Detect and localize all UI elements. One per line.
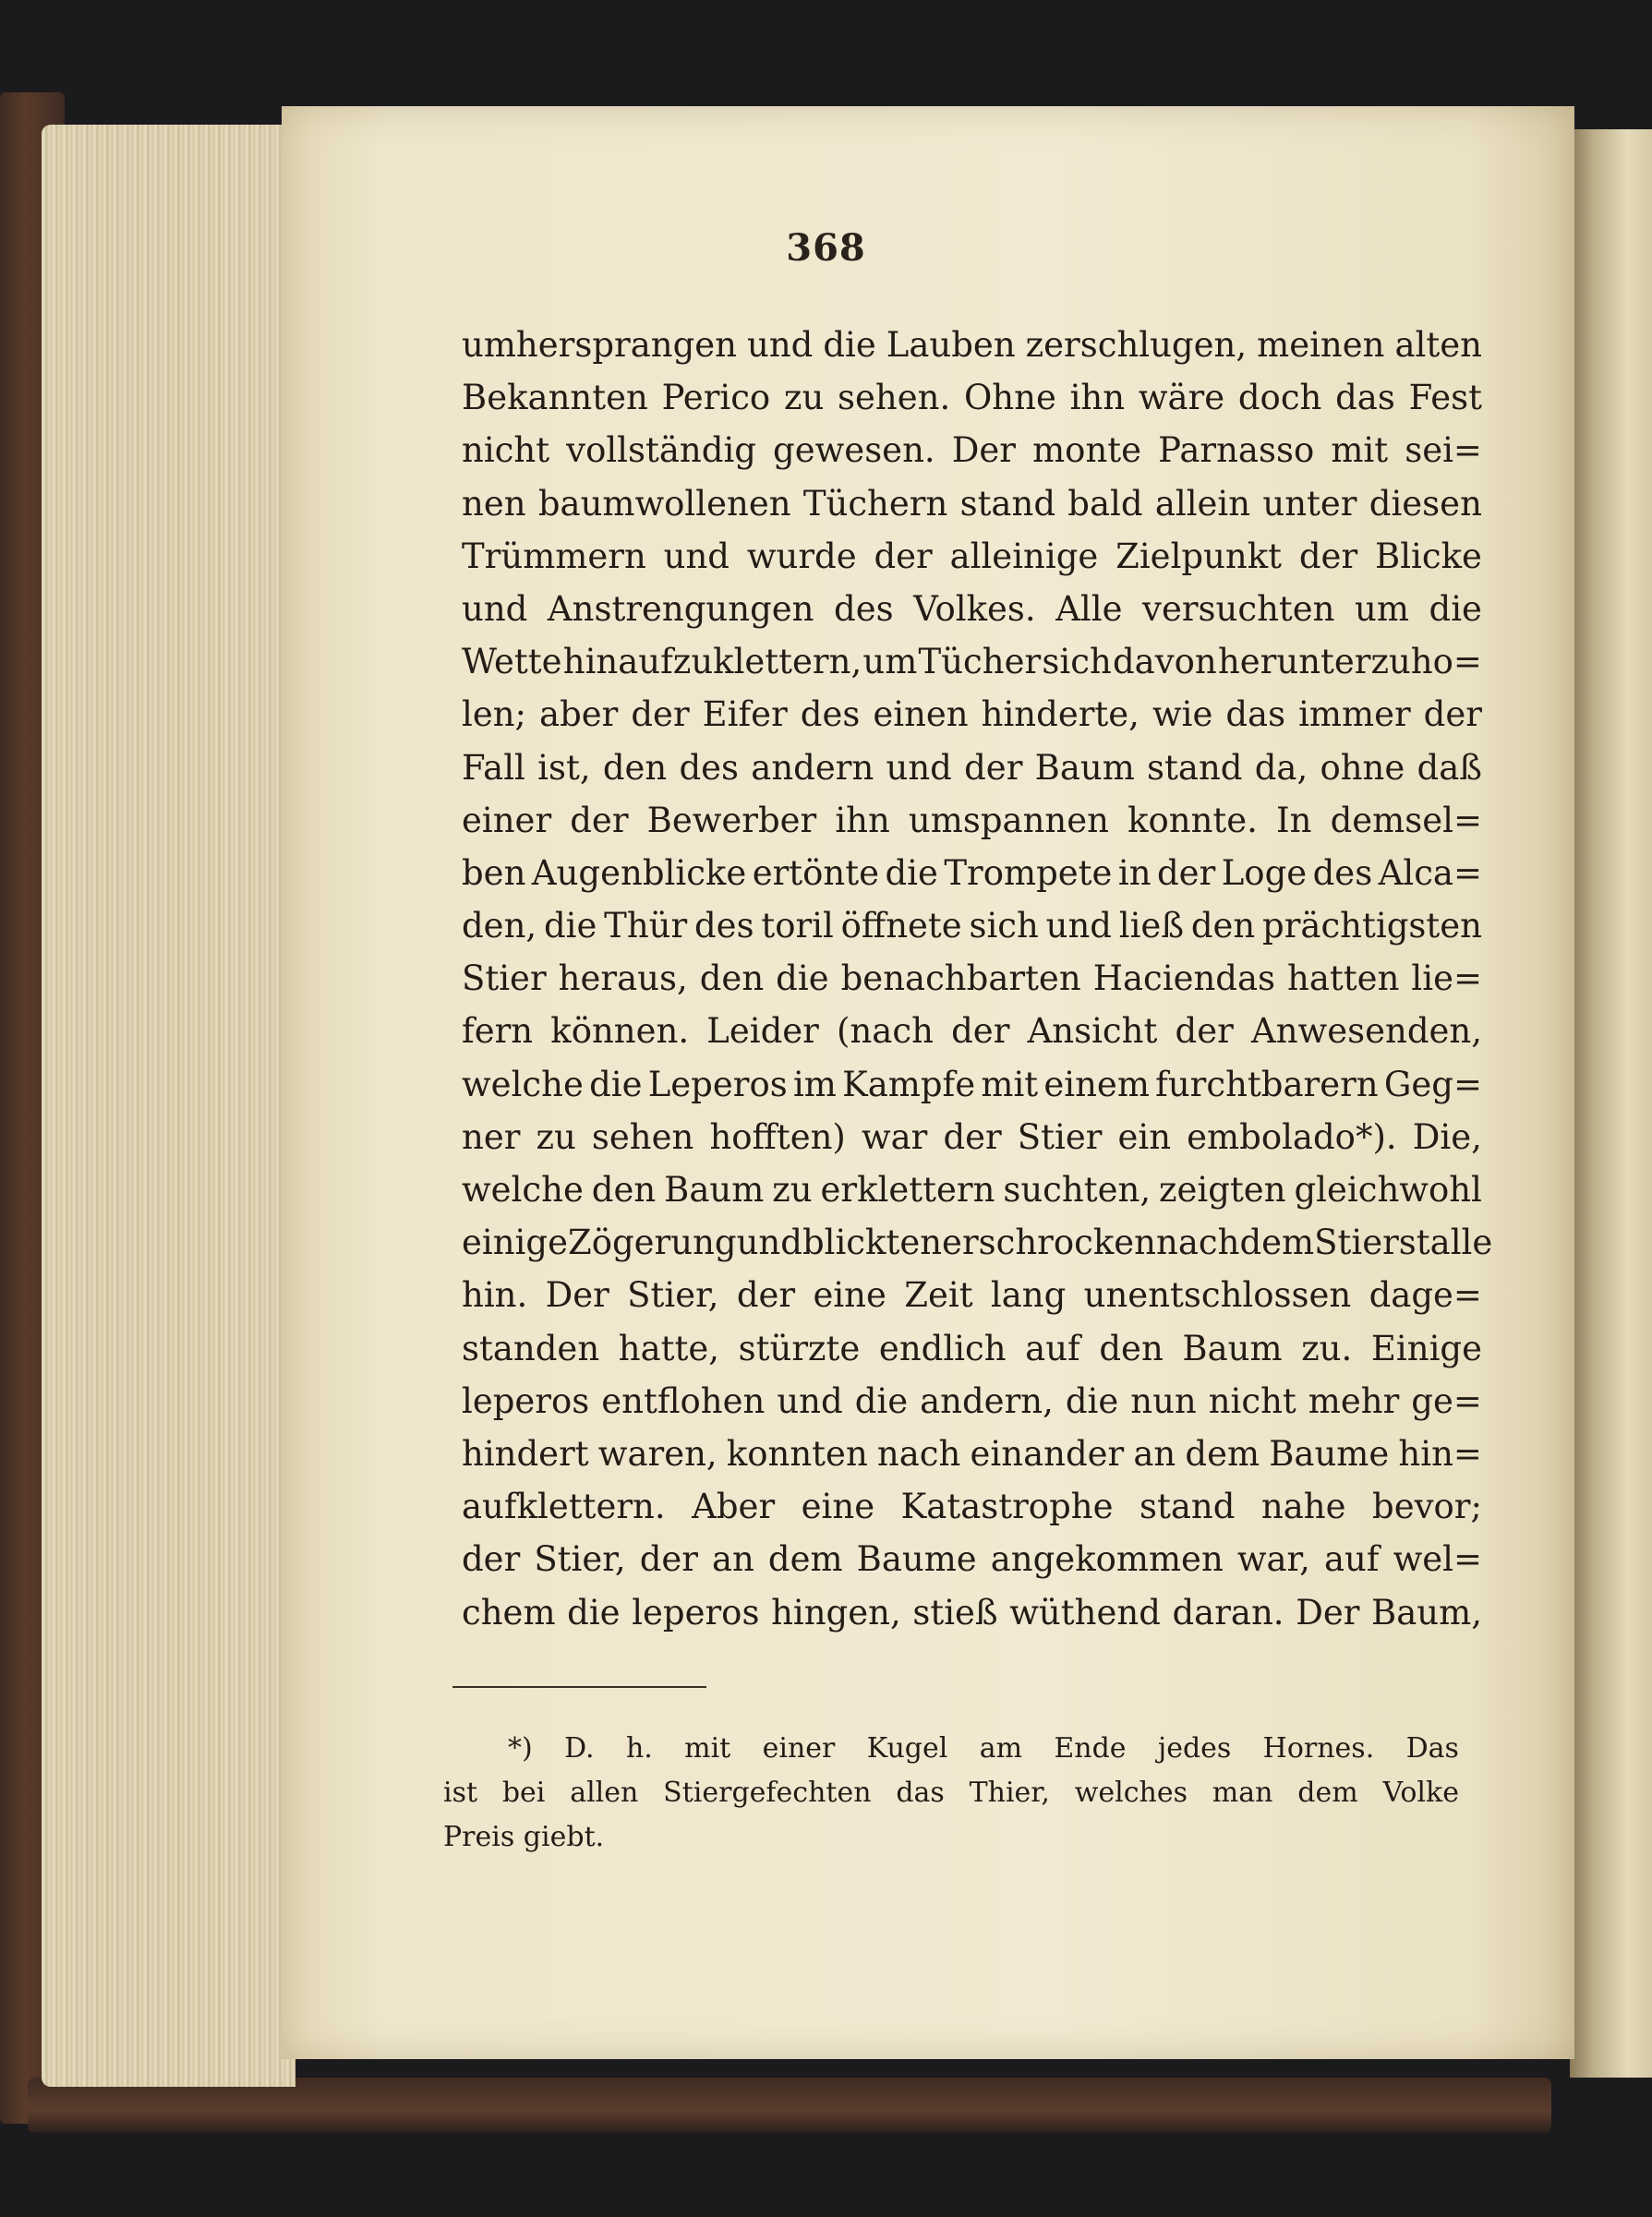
text-line: hindert waren, konnten nach einander an dem Baume hin=	[462, 1433, 1482, 1474]
facing-page-edge	[1570, 129, 1652, 2078]
text-line: leperos entflohen und die andern, die nun nicht mehr ge=	[462, 1380, 1482, 1421]
text-line: einer der Bewerber ihn umspannen konnte. In demsel=	[462, 800, 1482, 840]
text-line: chem die leperos hingen, stieß wüthend daran. Der Baum,	[462, 1592, 1482, 1633]
footnote-rule	[452, 1686, 706, 1688]
text-line: einige Zögerung und blickten erschrocken nach dem Stierstalle	[462, 1223, 1493, 1263]
text-line: nicht vollständig gewesen. Der monte Parnasso mit sei=	[462, 430, 1482, 471]
text-line: den, die Thür des toril öffnete sich und ließ den prächtigsten	[462, 906, 1482, 946]
text-line: ner zu sehen hofften) war der Stier ein embolado*). Die,	[462, 1116, 1482, 1157]
text-line: fern können. Leider (nach der Ansicht der Anwesenden,	[462, 1011, 1482, 1052]
footnote	[443, 1727, 1459, 1860]
footnote-line: ist bei allen Stiergefechten das Thier, welches man dem Volke	[443, 1777, 1459, 1809]
text-line: Bekannten Perico zu sehen. Ohne ihn wäre doch das Fest	[462, 378, 1482, 418]
text-line: ben Augenblicke ertönte die Trompete in der Loge des Alca=	[462, 852, 1482, 893]
text-line: nen baumwollenen Tüchern stand bald allein unter diesen	[462, 483, 1482, 524]
page-stack-edges	[42, 125, 295, 2087]
text-line: der Stier, der an dem Baume angekommen war, auf wel=	[462, 1539, 1482, 1580]
footnote-line: Preis giebt.	[443, 1821, 605, 1853]
text-line: Wette hinaufzuklettern, um Tücher sich davon herunterzuho=	[462, 642, 1482, 682]
main-text	[462, 319, 1493, 1639]
text-line: Trümmern und wurde der alleinige Zielpunkt der Blicke	[462, 536, 1482, 576]
text-line: Fall ist, den des andern und der Baum stand da, ohne daß	[462, 747, 1482, 788]
text-line: hin. Der Stier, der eine Zeit lang unentschlossen dage=	[462, 1275, 1482, 1316]
page-number: 368	[786, 226, 866, 270]
text-line: len; aber der Eifer des einen hinderte, wie das immer der	[462, 694, 1482, 735]
footnote-line: *) D. h. mit einer Kugel am Ende jedes Hornes. Das	[508, 1732, 1459, 1765]
text-line: standen hatte, stürzte endlich auf den Baum zu. Einige	[462, 1328, 1482, 1368]
text-line: aufklettern. Aber eine Katastrophe stand nahe bevor;	[462, 1487, 1482, 1527]
text-line: umhersprangen und die Lauben zerschlugen, meinen alten	[462, 325, 1482, 365]
text-line: und Anstrengungen des Volkes. Alle versuchten um die	[462, 588, 1482, 629]
text-line: welche die Leperos im Kampfe mit einem furchtbarern Geg=	[462, 1064, 1482, 1104]
text-line: Stier heraus, den die benachbarten Haciendas hatten lie=	[462, 958, 1482, 999]
text-line: welche den Baum zu erklettern suchten, zeigten gleichwohl	[462, 1170, 1482, 1210]
